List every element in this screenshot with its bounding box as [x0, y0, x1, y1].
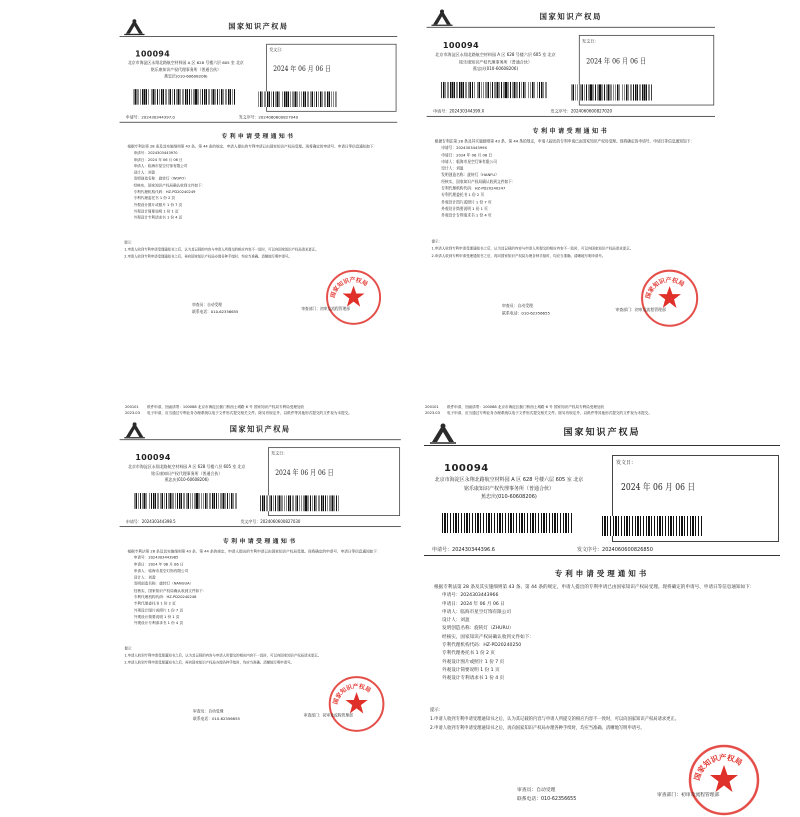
document-serial-line	[577, 546, 653, 553]
agent-number: 专利代理机构代码：HZ-PD20240248	[133, 595, 197, 600]
notes-label: 提示：	[124, 241, 135, 246]
notice-title: 专利申请受理通知书	[222, 537, 298, 545]
handling: 审查员：自动受理	[501, 304, 534, 309]
seal-text: 国家知识产权局	[330, 277, 369, 299]
notes-label: 提示：	[430, 708, 443, 713]
postcode: 100094	[135, 453, 171, 463]
application-number: 202430344399.X	[449, 109, 485, 115]
file-item: 外观设计简要说明 1 份 1 页	[133, 615, 180, 620]
serial-barcode	[258, 91, 336, 107]
document-serial: 2024060600827040	[258, 115, 299, 121]
serial-barcode	[571, 84, 652, 100]
application-number: 202430344397.0	[141, 115, 175, 121]
document-serial: 2024060600827020	[570, 109, 613, 115]
contact-phone: 联系电话：010-62356655	[192, 310, 239, 315]
note-item: 2.申请人收到专利申请受理通知书之后，再向国家知识产权局办理各种手续时，均应当准确、清晰地写明申请号。	[124, 661, 294, 666]
applicant: 申请人：临海市星空灯饰有限公司	[133, 569, 189, 574]
app-number-line: 申请号：2024303443970	[133, 151, 178, 156]
file-item: 外观设计图片或照片 1 份 7 页	[441, 200, 492, 205]
note-item: 2.申请人收到专利申请受理通知书之后，再向国家知识产权局办理各种手续时，均应当准确、清晰地写明申请号。	[430, 726, 645, 731]
handling: 审查员：自动受理	[517, 788, 556, 793]
examiner-dept: 审查部门：初审及流程管理部	[615, 308, 666, 313]
document-serial-label: 发文序号：	[240, 519, 261, 525]
confirmed-header: 经核实，国家知识产权局确认收到文件如下：	[441, 180, 516, 185]
header-divider	[427, 27, 715, 28]
confirmed-header: 经核实，国家知识产权局确认收到文件如下：	[133, 184, 206, 188]
file-item: 外观设计图片或照片 1 份 7 页	[133, 203, 183, 208]
notice-document	[422, 418, 782, 802]
file-item: 专利代理委托书 1 份 2 页	[441, 194, 485, 199]
agency-name: 国家知识产权局	[563, 428, 641, 438]
signoff	[502, 303, 550, 318]
examiner-dept: 审查部门：初审及流程管理部	[301, 307, 350, 312]
postcode: 100094	[135, 50, 171, 59]
application-number: 202430344396.6	[452, 547, 495, 553]
note-item: 2.申请人收到专利申请受理通知书之后，再向国家知识产权局办理各种手续时，均应当准确、清晰地写明申请号。	[431, 254, 606, 259]
intro-paragraph: 根据专利法第 28 条及其实施细则第 43 条、第 44 条的规定，申请人提出的专利申请已由国家知识产权局受理。现将确定的申请号、申请日等信息通知如下：	[434, 585, 755, 590]
signoff	[517, 786, 576, 804]
address-barcode	[442, 513, 572, 533]
recipient-address	[127, 464, 246, 484]
intro-paragraph: 根据专利法第 28 条及其实施细则第 43 条、第 44 条的规定，申请人提出的专利申请已由国家知识产权局受理。现将确定的申请号、申请日等信息通知如下：	[127, 145, 378, 150]
examiner-dept: 审查部门：初审及流程管理部	[657, 793, 720, 798]
examiner-dept: 审查部门：初审及流程管理部	[303, 714, 353, 719]
notice-notes	[431, 238, 710, 260]
address-text: 北京市海淀区永翔北路航空材料园 A 区 628 号楼六层 605 室 北京铭乐康知识产权代理事务所（普通合伙）	[128, 464, 246, 477]
footer-text: 纸件申请，回函请寄：100088 北京市海淀区蓟门桥西土城路 6 号 国家知识产权局专利局受理处收 电子申请，应当通过专利业务办理系统以电子文件形式提交相关文件。除另有规定外，以纸件等其他形式提交的文件视为未提交。	[147, 405, 352, 415]
postcode: 100094	[444, 463, 489, 474]
file-item: 专利代理委托书 1 份 2 页	[133, 197, 175, 201]
notice-document	[425, 5, 717, 317]
contact-phone: 联系电话：010-62356655	[517, 797, 577, 802]
footer-code: 200101 2023.03	[125, 405, 140, 415]
official-seal	[640, 268, 700, 328]
contact-person: 蕉忠庆(010-60608206)	[472, 66, 519, 72]
application-date: 申请日：2024 年 06 月 06 日	[442, 601, 505, 607]
design-name: 发明创造名称：旋转灯（ZHURU）	[442, 626, 514, 632]
app-number-line: 申请号：2024303443985	[133, 556, 179, 561]
notice-notes	[124, 240, 393, 261]
notice-title: 专利申请受理通知书	[554, 569, 650, 578]
serial-barcode	[602, 516, 702, 536]
notice-document	[118, 418, 402, 722]
design-name: 发明创造名称：旋转灯（NANGUA）	[133, 582, 194, 587]
notice-body	[434, 584, 774, 684]
application-date: 申请日：2024 年 06 月 06 日	[133, 158, 183, 163]
file-item: 外观设计专利请求书 1 份 4 页	[133, 216, 183, 221]
designer: 设计人：刘盈	[133, 576, 156, 581]
contact-person: 蕉忠庆(010-60608206)	[164, 478, 209, 483]
application-number-line	[126, 519, 176, 525]
header-divider	[424, 445, 780, 446]
issue-date-label: 发文日：	[269, 47, 285, 53]
design-name: 发明创造名称：旋转灯（HANFU）	[441, 173, 499, 178]
design-name: 发明创造名称：旋转灯（WUPO）	[133, 177, 188, 182]
postcode: 100094	[442, 41, 480, 51]
notice-title: 专利申请受理通知书	[532, 127, 610, 135]
reference-divider	[427, 116, 715, 117]
address-barcode	[134, 493, 237, 509]
designer: 设计人：刘盈	[442, 618, 470, 624]
recipient-address	[127, 60, 244, 80]
seal-text: 国家知识产权局	[692, 752, 744, 782]
file-item: 外观设计专利请求书 1 份 4 页	[442, 676, 505, 682]
agent-number: 专利代理机构代码：HZ-PD20240247	[441, 187, 506, 192]
application-number-line	[433, 109, 484, 115]
application-date: 申请日：2024 年 06 月 06 日	[133, 563, 184, 567]
notice-notes	[124, 646, 397, 667]
issue-date-label: 发文日：	[271, 451, 288, 456]
document-serial-line	[240, 519, 300, 525]
designer: 设计人：刘盈	[441, 167, 464, 172]
note-item: 1.申请人收到专利申请受理通知书之后，认为其记载的内容与申请人所提交的相应内容不一致时，可以向国家知识产权局请求更正。	[431, 247, 634, 252]
notice-body	[127, 144, 392, 222]
address-text: 北京市海淀区永翔北路航空材料园 A 区 628 号楼六层 605 室 北京铭乐康知识产权代理事务所（普通合伙）	[127, 61, 244, 73]
confirmed-header: 经核实，国家知识产权局确认收到文件如下：	[442, 634, 534, 640]
note-item: 2.申请人收到专利申请受理通知书之后，再向国家知识产权局办理各种手续时，均应当准确、清晰地写明申请号。	[124, 255, 292, 260]
intro-paragraph: 根据专利法第 28 条及其实施细则第 43 条、第 44 条的规定，申请人提出的专利申请已由国家知识产权局受理。现将确定的申请号、申请日等信息通知如下：	[434, 140, 695, 145]
confirmed-header: 经核实，国家知识产权局确认收到文件如下：	[133, 589, 207, 594]
notice-document	[118, 15, 399, 315]
note-item: 1.申请人收到专利申请受理通知书之后，认为其记载的内容与申请人所提交的相应内容不一致时，可以向国家知识产权局请求更正。	[124, 248, 319, 253]
document-serial-line	[551, 109, 612, 115]
contact-phone: 联系电话：010-62356655	[193, 717, 240, 722]
address-text: 北京市海淀区永翔北路航空材料园 A 区 628 号楼六层 605 室 北京铭乐康知识产权代理事务所（普通合伙）	[434, 477, 584, 492]
recipient-address	[434, 476, 584, 502]
document-serial-line	[239, 115, 298, 120]
contact-person: 蕉忠庆(010-60608206)	[164, 74, 208, 79]
reference-divider	[120, 122, 398, 123]
issue-date-label: 发文日：	[582, 39, 599, 44]
application-number-label: 申请号：	[433, 109, 450, 115]
issue-date: 2024 年 06 月 06 日	[621, 483, 696, 493]
contact-phone: 联系电话：010-62356655	[501, 311, 550, 317]
address-barcode	[441, 82, 546, 98]
document-serial-label: 发文序号：	[550, 109, 571, 115]
signoff	[192, 302, 238, 316]
file-item: 专利代理委托书 1 份 2 页	[442, 651, 496, 657]
reference-divider	[424, 555, 780, 556]
reference-divider	[120, 526, 401, 527]
application-number-label: 申请号：	[432, 547, 453, 553]
agency-name: 国家知识产权局	[539, 13, 602, 22]
footer-code: 200101 2023.03	[425, 405, 440, 415]
application-number: 202430344398.5	[141, 519, 176, 525]
applicant: 申请人：临海市星空灯饰有限公司	[442, 609, 511, 615]
serial-barcode	[260, 495, 339, 511]
applicant: 申请人：临海市星空灯饰有限公司	[133, 164, 188, 169]
header-divider	[120, 36, 398, 37]
signoff	[193, 709, 240, 723]
application-number-label: 申请号：	[125, 519, 142, 525]
intro-paragraph: 根据专利法第 28 条及其实施细则第 43 条、第 44 条的规定，申请人提出的专利申请已由国家知识产权局受理。现将确定的申请号、申请日等信息通知如下：	[127, 549, 381, 554]
file-item: 外观设计简要说明 1 份 1 页	[441, 207, 488, 212]
issue-date: 2024 年 06 月 06 日	[275, 469, 334, 478]
recipient-address	[435, 52, 556, 73]
contact-person: 蕉忠庆(010-60608206)	[481, 494, 537, 500]
file-item: 外观设计专利请求书 1 份 4 页	[133, 622, 183, 626]
notice-notes	[430, 706, 775, 733]
document-serial: 2024060600827030	[260, 519, 301, 525]
header-divider	[120, 439, 401, 440]
document-serial-label: 发文序号：	[577, 547, 603, 553]
official-seal	[327, 675, 385, 733]
address-barcode	[134, 89, 235, 105]
application-number-line	[432, 546, 495, 553]
address-text: 北京市海淀区永翔北路航空材料园 A 区 628 号楼六层 605 室 北京铭乐康知识产权代理事务所（普通合伙）	[435, 52, 556, 65]
official-seal	[325, 269, 383, 327]
file-item: 专利代理委托书 1 份 2 页	[133, 602, 176, 607]
footer-text: 纸件申请，回函请寄：100088 北京市海淀区蓟门桥西土城路 6 号 国家知识产权局专利局受理处收 电子申请，应当通过专利业务办理系统以电子文件形式提交相关文件。除另有规定外，以纸件等其他形式提交的文件视为未提交。	[447, 405, 652, 415]
applicant: 申请人：临海市星空灯饰有限公司	[441, 160, 498, 165]
seal-text: 国家知识产权局	[333, 684, 372, 706]
application-number-line	[126, 115, 175, 120]
designer: 设计人：刘盈	[133, 171, 156, 176]
file-item: 外观设计简要说明 1 份 1 页	[133, 209, 179, 214]
note-item: 1.申请人收到专利申请受理通知书之后，认为其记载的内容与申请人所提交的相应内容不一致时，可以向国家知识产权局请求更正。	[430, 717, 680, 722]
application-number-label: 申请号：	[125, 115, 142, 121]
file-item: 外观设计简要说明 1 份 1 页	[442, 667, 500, 673]
issue-date: 2024 年 06 月 06 日	[273, 65, 331, 74]
issue-date: 2024 年 06 月 06 日	[586, 57, 647, 66]
handling: 审查员：自动受理	[193, 710, 224, 715]
app-number-line: 申请号：202430344399X	[441, 146, 488, 152]
issue-date-label: 发文日：	[616, 460, 637, 466]
agent-number: 专利代理机构代码：HZ-PD20240249	[133, 190, 196, 195]
notice-body	[435, 139, 710, 220]
application-date: 申请日：2024 年 06 月 06 日	[441, 153, 493, 158]
app-number-line: 申请号：2024303443966	[442, 593, 499, 599]
notes-label: 提示：	[431, 239, 442, 244]
notice-body	[127, 549, 396, 628]
agency-name: 国家知识产权局	[229, 425, 291, 434]
file-item: 外观设计图片或照片 1 份 7 页	[133, 608, 183, 613]
file-item: 外观设计图片或照片 1 份 7 页	[442, 659, 505, 665]
notice-title: 专利申请受理通知书	[221, 132, 296, 140]
handling: 审查员：自动受理	[192, 303, 223, 308]
notes-label: 提示：	[124, 647, 135, 652]
note-item: 1.申请人收到专利申请受理通知书之后，认为其记载的内容与申请人所提交的相应内容不一致时，可以向国家知识产权局请求更正。	[124, 654, 322, 659]
agency-name: 国家知识产权局	[228, 22, 289, 31]
official-seal	[687, 743, 761, 817]
file-item: 外观设计专利请求书 1 份 4 页	[441, 214, 492, 219]
agent-number: 专利代理机构代码：HZ-PD20240250	[442, 643, 522, 649]
seal-text: 国家知识产权局	[644, 276, 686, 300]
document-serial: 2024060600826850	[602, 547, 653, 553]
document-serial-label: 发文序号：	[238, 115, 259, 121]
